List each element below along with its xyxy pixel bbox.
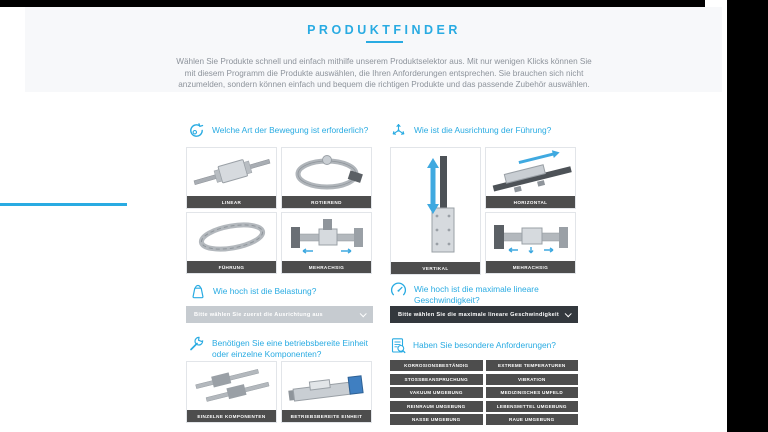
dropdown-placeholder: Bitte wählen Sie die maximale lineare Geschwindigkeit bbox=[398, 311, 560, 318]
question-orientation bbox=[390, 122, 576, 144]
orientation-axes-icon bbox=[390, 122, 407, 144]
rotary-product-image bbox=[282, 148, 371, 196]
option-label: LINEAR bbox=[187, 196, 276, 208]
multi-axis-product-image bbox=[486, 213, 575, 261]
option-label: MEHRACHSIG bbox=[282, 261, 371, 273]
question-label: Wie hoch ist die Belastung? bbox=[213, 286, 317, 296]
decorative-blue-line bbox=[0, 203, 127, 206]
letterbox-top bbox=[0, 0, 705, 7]
chevron-down-icon bbox=[565, 310, 572, 317]
requirement-medizinisches-umfeld[interactable]: MEDIZINISCHES UMFELD bbox=[486, 387, 579, 398]
option-card-linear[interactable] bbox=[186, 147, 277, 209]
option-card-mehrachsig[interactable] bbox=[281, 212, 372, 274]
speed-dropdown[interactable] bbox=[390, 306, 578, 323]
title-underline bbox=[366, 41, 403, 43]
requirement-raue-umgebung[interactable]: RAUE UMGEBUNG bbox=[486, 414, 579, 425]
unit-product-image bbox=[282, 362, 371, 410]
question-label: Benötigen Sie eine betriebsbereite Einheit oder einzelne Komponenten? bbox=[212, 338, 368, 359]
guide-product-image bbox=[187, 213, 276, 261]
requirement-korrosionsbestaendig[interactable]: KORROSIONSBESTÄNDIG bbox=[390, 360, 483, 371]
question-assembly bbox=[188, 335, 374, 359]
requirement-lebensmittel-umgebung[interactable]: LEBENSMITTEL UMGEBUNG bbox=[486, 401, 579, 412]
question-load bbox=[190, 283, 370, 305]
requirement-extreme-temperaturen[interactable]: EXTREME TEMPERATUREN bbox=[486, 360, 579, 371]
linear-product-image bbox=[187, 148, 276, 196]
question-requirements bbox=[390, 337, 576, 359]
option-card-einzelne-komponenten[interactable] bbox=[186, 361, 277, 423]
question-label: Wie ist die Ausrichtung der Führung? bbox=[414, 125, 552, 135]
vertical-product-image bbox=[391, 148, 480, 262]
rotation-arrow-icon bbox=[188, 122, 205, 144]
weight-icon bbox=[190, 283, 206, 305]
question-label: Welche Art der Bewegung ist erforderlich? bbox=[212, 125, 369, 135]
option-label: ROTIEREND bbox=[282, 196, 371, 208]
option-card-fuehrung[interactable] bbox=[186, 212, 277, 274]
intro-text: Wählen Sie Produkte schnell und einfach mithilfe unserem Produktselektor aus. Mit nur wenigen Klicks können Sie mit diesem Programm die Produkte auswählen, die Ihren Anforderungen entsprechen. Sie brauchen sich nicht anzumelden, sondern können einfach und bequem die richtigen Produkte und das passende Zubehör auswählen. bbox=[176, 57, 592, 90]
option-card-vertikal[interactable] bbox=[390, 147, 481, 275]
wrench-icon bbox=[188, 335, 205, 357]
option-label: EINZELNE KOMPONENTEN bbox=[187, 410, 276, 422]
question-speed bbox=[390, 281, 572, 305]
option-card-mehrachsig-2[interactable] bbox=[485, 212, 576, 274]
option-label: BETRIEBSBEREITE EINHEIT bbox=[282, 410, 371, 422]
option-label: VERTIKAL bbox=[391, 262, 480, 274]
option-label: FÜHRUNG bbox=[187, 261, 276, 273]
components-product-image bbox=[187, 362, 276, 410]
horizontal-product-image bbox=[486, 148, 575, 196]
question-label: Haben Sie besondere Anforderungen? bbox=[413, 340, 556, 350]
speedometer-icon bbox=[390, 281, 407, 303]
option-card-horizontal[interactable] bbox=[485, 147, 576, 209]
requirement-vakuum-umgebung[interactable]: VAKUUM UMGEBUNG bbox=[390, 387, 483, 398]
checklist-magnifier-icon bbox=[390, 337, 406, 359]
multi-axis-product-image bbox=[282, 213, 371, 261]
page-title: PRODUKTFINDER bbox=[307, 23, 461, 37]
requirement-vibration[interactable]: VIBRATION bbox=[486, 374, 579, 385]
requirement-nasse-umgebung[interactable]: NASSE UMGEBUNG bbox=[390, 414, 483, 425]
chevron-down-icon bbox=[360, 310, 367, 317]
option-label: MEHRACHSIG bbox=[486, 261, 575, 273]
option-card-betriebsbereite-einheit[interactable] bbox=[281, 361, 372, 423]
requirement-reinraum-umgebung[interactable]: REINRAUM UMGEBUNG bbox=[390, 401, 483, 412]
letterbox-right bbox=[727, 0, 768, 432]
question-label: Wie hoch ist die maximale lineare Geschwindigkeit? bbox=[414, 284, 539, 305]
requirement-stossbeanspruchung[interactable]: STOSSBEANSPRUCHUNG bbox=[390, 374, 483, 385]
option-card-rotierend[interactable] bbox=[281, 147, 372, 209]
question-movement bbox=[188, 122, 370, 144]
dropdown-placeholder: Bitte wählen Sie zuerst die Ausrichtung aus bbox=[194, 311, 323, 318]
option-label: HORIZONTAL bbox=[486, 196, 575, 208]
load-dropdown[interactable] bbox=[186, 306, 373, 323]
requirements-grid bbox=[390, 360, 578, 425]
